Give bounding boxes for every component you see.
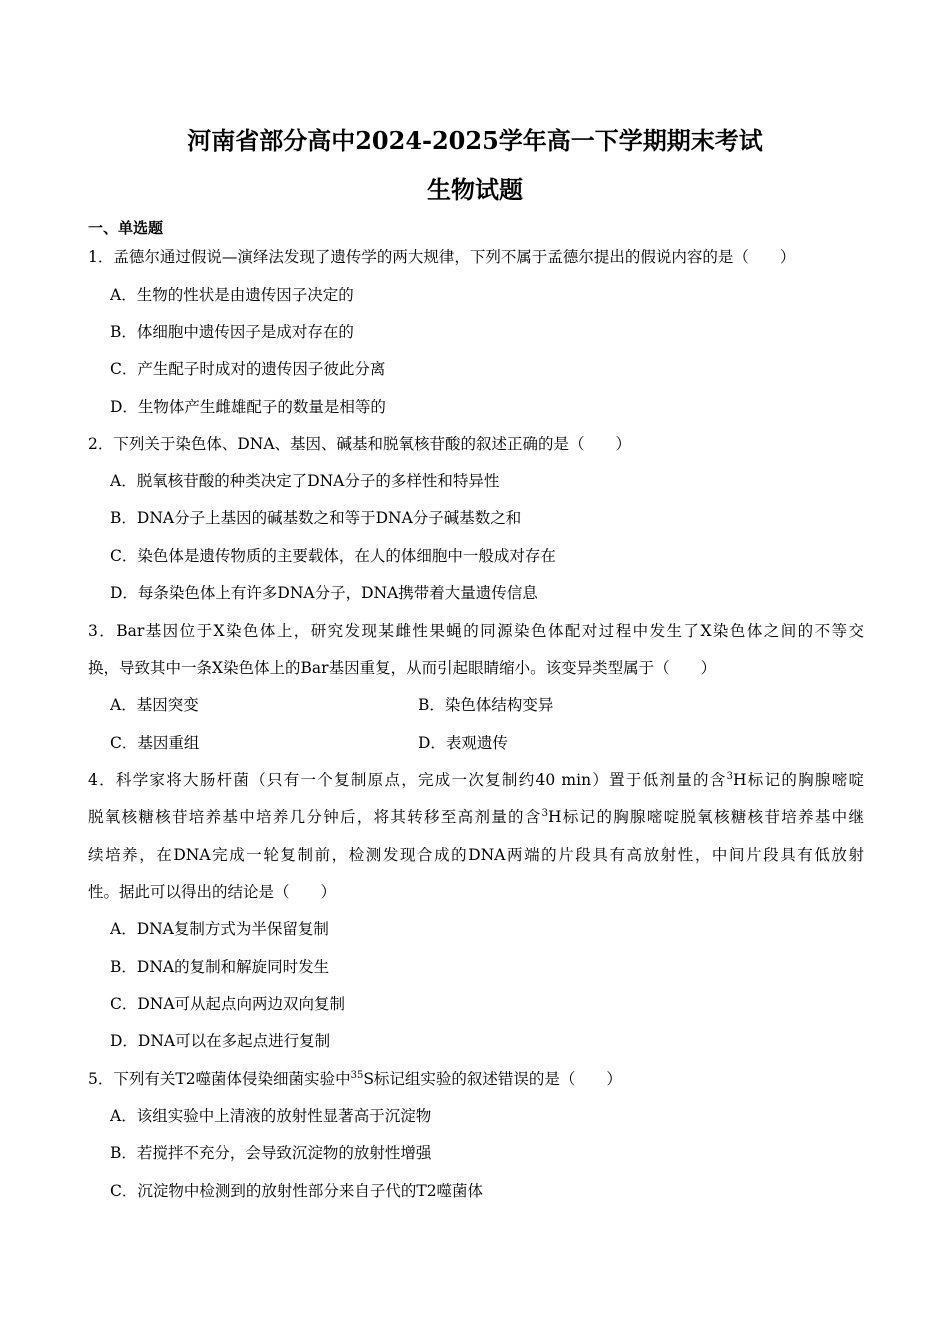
question-4-stem-line-3: 续培养，在DNA完成一轮复制前，检测发现合成的DNA两端的片段具有高放射性，中间片段具有低放射 (88, 846, 864, 864)
question-3-option-c: C．基因重组 (110, 734, 200, 752)
question-3-option-a: A．基因突变 (110, 696, 199, 714)
question-5-text-b: S标记组实验的叙述错误的是（ ） (363, 1070, 622, 1088)
question-2-stem: 2．下列关于染色体、DNA、基因、碱基和脱氧核苷酸的叙述正确的是（ ） (88, 435, 632, 453)
question-3-stem-line-2: 换，导致其中一条X染色体上的Bar基因重复，从而引起眼睛缩小。该变异类型属于（ ） (88, 659, 717, 677)
question-1-stem: 1．孟德尔通过假说—演绎法发现了遗传学的两大规律，下列不属于孟德尔提出的假说内容的是（ ） (88, 248, 796, 266)
question-5-stem (88, 1068, 622, 1090)
question-4-option-d: D．DNA可以在多起点进行复制 (110, 1032, 331, 1050)
question-1-option-a: A．生物的性状是由遗传因子决定的 (110, 286, 354, 304)
question-4-line-2-text-b: H标记的胸腺嘧啶脱氧核糖核苷培养基中继 (548, 808, 864, 826)
question-5-isotope-mass: 35 (350, 1070, 364, 1081)
question-4-line-1-text-b: H标记的胸腺嘧啶 (733, 771, 864, 789)
question-5-option-c: C．沉淀物中检测到的放射性部分来自子代的T2噬菌体 (110, 1182, 484, 1200)
question-4-stem-line-1 (88, 769, 864, 791)
question-4-option-c: C．DNA可从起点向两边双向复制 (110, 995, 346, 1013)
question-5-option-a: A．该组实验中上清液的放射性显著高于沉淀物 (110, 1107, 432, 1125)
question-1-option-d: D．生物体产生雌雄配子的数量是相等的 (110, 398, 386, 416)
question-2-option-b: B．DNA分子上基因的碱基数之和等于DNA分子碱基数之和 (110, 509, 522, 527)
question-2-option-d: D．每条染色体上有许多DNA分子，DNA携带着大量遗传信息 (110, 584, 538, 602)
question-4-option-b: B．DNA的复制和解旋同时发生 (110, 958, 330, 976)
question-3-option-b: B．染色体结构变异 (418, 696, 554, 714)
question-2-option-c: C．染色体是遗传物质的主要载体，在人的体细胞中一般成对存在 (110, 547, 556, 565)
question-5-text-a: 5．下列有关T2噬菌体侵染细菌实验中 (88, 1070, 351, 1088)
question-4-option-a: A．DNA复制方式为半保留复制 (110, 920, 329, 938)
question-2-option-a: A．脱氧核苷酸的种类决定了DNA分子的多样性和特异性 (110, 472, 500, 490)
question-4-stem-line-4: 性。据此可以得出的结论是（ ） (88, 883, 337, 901)
question-4-isotope-mass-2: 3 (541, 808, 549, 819)
question-4-stem-line-2 (88, 806, 864, 828)
question-1-option-c: C．产生配子时成对的遗传因子彼此分离 (110, 360, 386, 378)
question-1-option-b: B．体细胞中遗传因子是成对存在的 (110, 323, 354, 341)
question-3-option-d: D．表观遗传 (418, 734, 508, 752)
exam-subtitle: 生物试题 (427, 175, 523, 204)
question-5-option-b: B．若搅拌不充分，会导致沉淀物的放射性增强 (110, 1144, 432, 1162)
section-heading: 一、单选题 (88, 219, 164, 237)
question-4-line-1-text-a: 4．科学家将大肠杆菌（只有一个复制原点，完成一次复制约40 min）置于低剂量的含 (88, 771, 727, 789)
question-4-isotope-mass-1: 3 (726, 771, 733, 782)
question-4-line-2-text-a: 脱氧核糖核苷培养基中培养几分钟后，将其转移至高剂量的含 (88, 808, 542, 826)
exam-title: 河南省部分高中2024-2025学年高一下学期期末考试 (187, 126, 763, 155)
question-3-stem-line-1: 3．Bar基因位于X染色体上，研究发现某雌性果蝇的同源染色体配对过程中发生了X染色体之间的不等交 (88, 622, 864, 640)
